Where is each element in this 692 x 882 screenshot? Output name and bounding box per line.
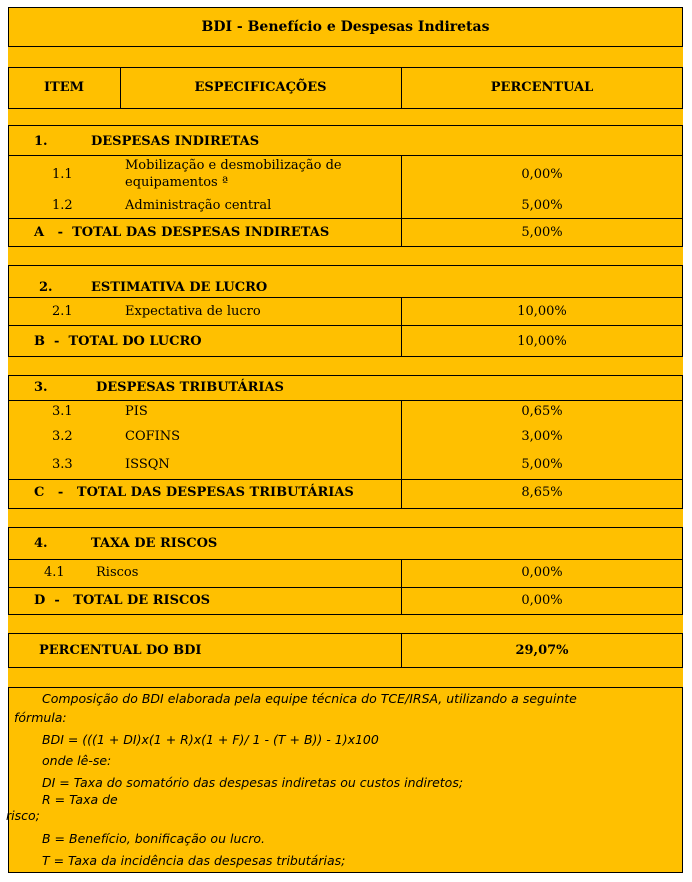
notes-formula: BDI = (((1 + DI)x(1 + R)x(1 + F)/ 1 - (T + B)) - 1)x100 [42, 732, 379, 747]
item-1-2-desc: Administração central [125, 198, 272, 213]
item-1-1-pct: 0,00% [521, 167, 563, 182]
item-4-1-code: 4.1 [44, 565, 65, 580]
bdi-total-label: PERCENTUAL DO BDI [39, 643, 202, 658]
item-1-2-pct: 5,00% [521, 198, 563, 213]
notes-t: T = Taxa da incidência das despesas tributárias; [42, 853, 346, 868]
section-1-number: 1. [34, 134, 48, 149]
section-2-number: 2. [39, 280, 53, 295]
header-item: ITEM [43, 80, 85, 95]
section-2-title: ESTIMATIVA DE LUCRO [91, 280, 268, 295]
item-4-1-pct: 0,00% [521, 565, 563, 580]
item-1-2-code: 1.2 [52, 198, 73, 213]
item-3-3-pct: 5,00% [521, 457, 563, 472]
item-3-3-code: 3.3 [52, 457, 73, 472]
item-3-1-code: 3.1 [52, 404, 73, 419]
item-3-1-pct: 0,65% [521, 404, 563, 419]
item-4-1-desc: Riscos [96, 565, 139, 580]
notes-onde: onde lê-se: [42, 753, 112, 768]
item-2-1-code: 2.1 [52, 304, 73, 319]
item-3-3-desc: ISSQN [125, 457, 170, 472]
item-3-2-code: 3.2 [52, 429, 73, 444]
notes-line1: Composição do BDI elaborada pela equipe técnica do TCE/IRSA, utilizando a seguinte [42, 691, 577, 706]
item-1-1-desc-line1: Mobilização e desmobilização de [125, 158, 342, 173]
section-4-number: 4. [34, 536, 48, 551]
item-3-2-pct: 3,00% [521, 429, 563, 444]
total-c-pct: 8,65% [521, 485, 563, 500]
item-1-1-desc-line2: equipamentos ª [125, 175, 229, 190]
total-b-pct: 10,00% [517, 334, 567, 349]
notes-r2: risco; [6, 808, 40, 823]
item-1-1-code: 1.1 [52, 167, 73, 182]
section-1-title: DESPESAS INDIRETAS [91, 134, 260, 149]
section-3-number: 3. [34, 380, 48, 395]
item-3-1-desc: PIS [125, 404, 148, 419]
item-2-1-pct: 10,00% [517, 304, 567, 319]
total-b-label: B - TOTAL DO LUCRO [34, 334, 202, 349]
notes-b: B = Benefício, bonificação ou lucro. [42, 831, 265, 846]
formula-notes [6, 689, 679, 870]
bdi-total-pct: 29,07% [515, 643, 569, 658]
section-4-title: TAXA DE RISCOS [91, 536, 218, 551]
notes-di: DI = Taxa do somatório das despesas indiretas ou custos indiretos; [42, 775, 464, 790]
document-title: BDI - Benefício e Despesas Indiretas [201, 19, 490, 35]
section-3-title: DESPESAS TRIBUTÁRIAS [96, 380, 284, 395]
notes-line2: fórmula: [14, 710, 67, 725]
item-2-1-desc: Expectativa de lucro [125, 304, 261, 319]
header-specifications: ESPECIFICAÇÕES [194, 80, 327, 95]
total-a-pct: 5,00% [521, 225, 563, 240]
total-d-pct: 0,00% [521, 593, 563, 608]
total-d-label: D - TOTAL DE RISCOS [34, 593, 211, 608]
total-a-label: A - TOTAL DAS DESPESAS INDIRETAS [34, 225, 330, 240]
total-c-label: C - TOTAL DAS DESPESAS TRIBUTÁRIAS [34, 485, 354, 500]
item-3-2-desc: COFINS [125, 429, 181, 444]
notes-r1: R = Taxa de [42, 792, 118, 807]
header-percentage: PERCENTUAL [490, 80, 594, 95]
